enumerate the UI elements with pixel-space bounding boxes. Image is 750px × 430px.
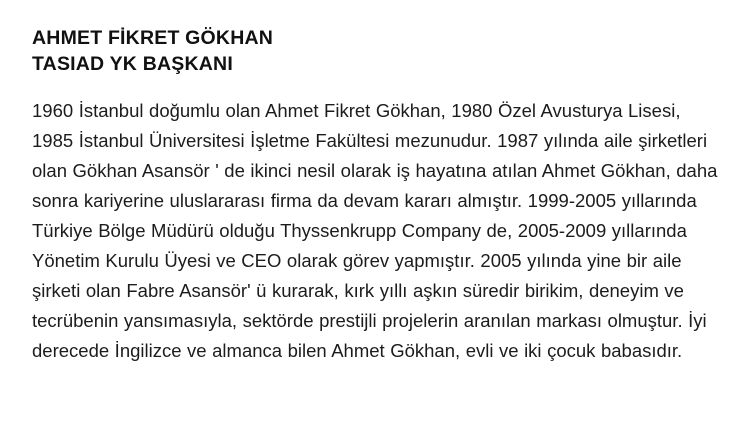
- biography-paragraph: 1960 İstanbul doğumlu olan Ahmet Fikret Gökhan, 1980 Özel Avusturya Lisesi, 1985 İstanbul Üniversitesi İşletme Fakültesi mezunudur. 1987 yılında aile şirketleri olan Gökhan Asansör ' de ikinci nesil olarak iş hayatına atılan Ahmet Gökhan, daha sonra kariyerine uluslararası firma da devam kararı almıştır. 1999-2005 yıllarında Türkiye Bölge Müdürü olduğu Thyssenkrupp Company de, 2005-2009 yıllarında Yönetim Kurulu Üyesi ve CEO olarak görev yapmıştır. 2005 yılında yine bir aile şirketi olan Fabre Asansör' ü kurarak, kırk yıllı aşkın süredir birikim, deneyim ve tecrübenin yansımasıyla, sektörde prestijli projelerin aranılan markası olmuştur. İyi derecede İngilizce ve almanca bilen Ahmet Gökhan, evli ve iki çocuk babasıdır.: [32, 99, 718, 361]
- biography-body: [32, 96, 718, 366]
- profile-header: [32, 26, 718, 78]
- person-title: TASIAD YK BAŞKANI: [32, 52, 233, 75]
- person-name: AHMET FİKRET GÖKHAN: [32, 27, 274, 49]
